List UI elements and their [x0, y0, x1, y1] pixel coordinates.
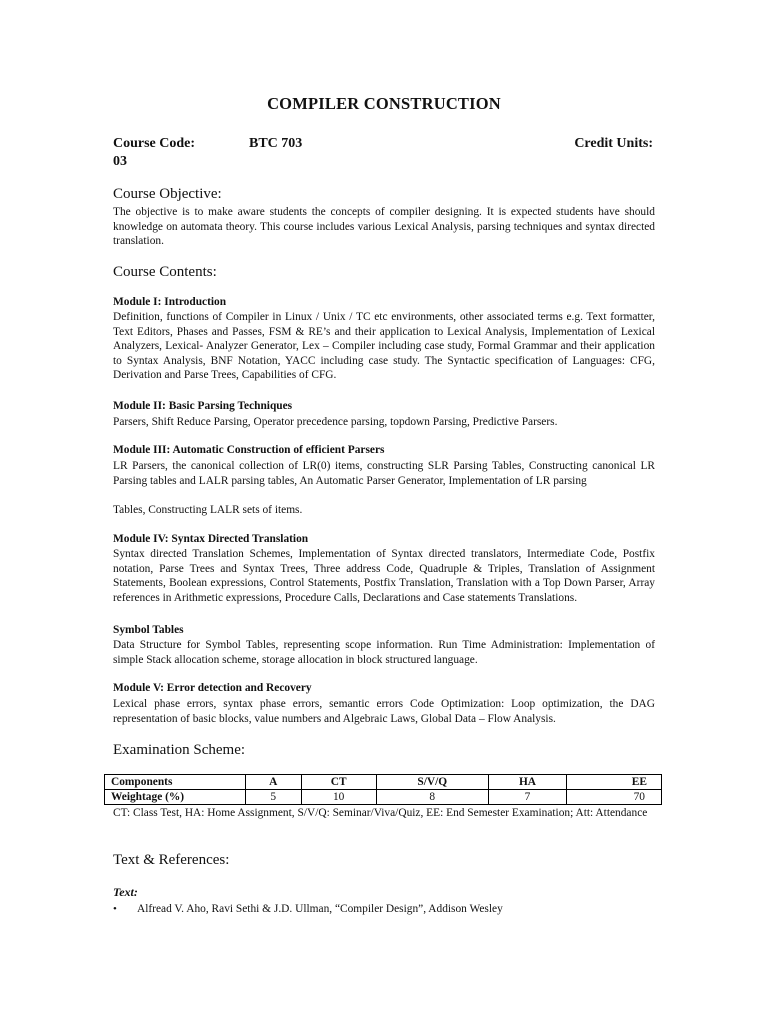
list-item: [113, 903, 503, 915]
credit-units-value: 03: [113, 154, 127, 169]
table-cell: 5: [246, 790, 302, 805]
course-code-value: BTC 703: [249, 136, 303, 151]
document-title: COMPILER CONSTRUCTION: [267, 94, 501, 113]
exam-note: CT: Class Test, HA: Home Assignment, S/V/Q: Seminar/Viva/Quiz, EE: End Semester Examination; Att: Attendance: [113, 807, 648, 819]
module-1-title: Module I: Introduction: [113, 296, 227, 308]
table-header-cell: CT: [301, 775, 376, 790]
module-4-text: Syntax directed Translation Schemes, Implementation of Syntax directed translators, Intermediate Code, Postfix notation, Parse Trees and Syntax Trees, Three address Code, Quadruple & Triples, Translation of Assignment Statements, Boolean expressions, Control Statements, Postfix Translation, Translation with a Top Down Parser, Array references in Arithmetic expressions, Procedure Calls, Declarations and Case statements Translations.: [113, 548, 655, 604]
objective-heading: Course Objective:: [113, 186, 222, 202]
table-cell: 8: [376, 790, 488, 805]
module-5-text: Lexical phase errors, syntax phase errors, semantic errors Code Optimization: Loop optimization, the DAG representation of basic blocks, value numbers and Algebraic Laws, Global Data – Flow Analysis.: [113, 698, 655, 725]
table-header-cell: HA: [488, 775, 567, 790]
bullet-icon: •: [113, 903, 117, 915]
module-3-title: Module III: Automatic Construction of efficient Parsers: [113, 444, 385, 456]
table-header-row: [105, 775, 662, 790]
module-2-title: Module II: Basic Parsing Techniques: [113, 400, 293, 412]
table-header-cell: S/V/Q: [376, 775, 488, 790]
row-label-cell: Weightage (%): [105, 790, 246, 805]
table-row: [105, 790, 662, 805]
symbol-tables-text: Data Structure for Symbol Tables, representing scope information. Run Time Administration: Implementation of simple Stack allocation scheme, storage allocation in block structured language.: [113, 639, 655, 666]
credit-units-label: Credit Units:: [574, 136, 653, 151]
module-5-title: Module V: Error detection and Recovery: [113, 682, 312, 694]
list-item-text: Alfread V. Aho, Ravi Sethi & J.D. Ullman, “Compiler Design”, Addison Wesley: [137, 903, 503, 915]
exam-scheme-table: [104, 774, 662, 805]
module-1-text: Definition, functions of Compiler in Linux / Unix / TC etc environments, other associated terms e.g. Text formatter, Text Editors, Phases and Passes, FSM & RE’s and their application to Lexical Analysis, Implementation of Lexical Analyzers, Lexical- Analyzer Generator, Lex – Compiler including case study, Formal Grammar and their application to Syntax Analysis, BNF Notation, YACC including case study. The Syntactic specification of Languages: CFG, Derivation and Parse Trees, Capabilities of CFG.: [113, 311, 655, 382]
contents-heading: Course Contents:: [113, 264, 217, 280]
exam-heading: Examination Scheme:: [113, 742, 246, 758]
table-cell: 10: [301, 790, 376, 805]
table-cell: 7: [488, 790, 567, 805]
table-header-cell: A: [246, 775, 302, 790]
refs-heading: Text & References:: [113, 852, 230, 868]
module-3-text-cont: Tables, Constructing LALR sets of items.: [113, 504, 303, 516]
course-code-line: [113, 136, 653, 156]
module-3-text: LR Parsers, the canonical collection of LR(0) items, constructing SLR Parsing Tables, Constructing canonical LR Parsing tables and LALR parsing tables, An Automatic Parser Generator, Implementation of LR parsing: [113, 460, 655, 487]
module-4-title: Module IV: Syntax Directed Translation: [113, 533, 309, 545]
symbol-tables-title: Symbol Tables: [113, 624, 184, 636]
table-header-cell: Components: [105, 775, 246, 790]
table-cell: 70: [567, 790, 662, 805]
course-code-label: Course Code:: [113, 136, 196, 151]
objective-text: The objective is to make aware students the concepts of compiler designing. It is expected students have should knowledge on automata theory. This course includes various Lexical Analysis, parsing techniques and syntax directed translation.: [113, 206, 655, 248]
table-header-cell: EE: [567, 775, 662, 790]
text-label: Text:: [113, 885, 138, 899]
module-2-text: Parsers, Shift Reduce Parsing, Operator precedence parsing, topdown Parsing, Predictive Parsers.: [113, 416, 558, 428]
